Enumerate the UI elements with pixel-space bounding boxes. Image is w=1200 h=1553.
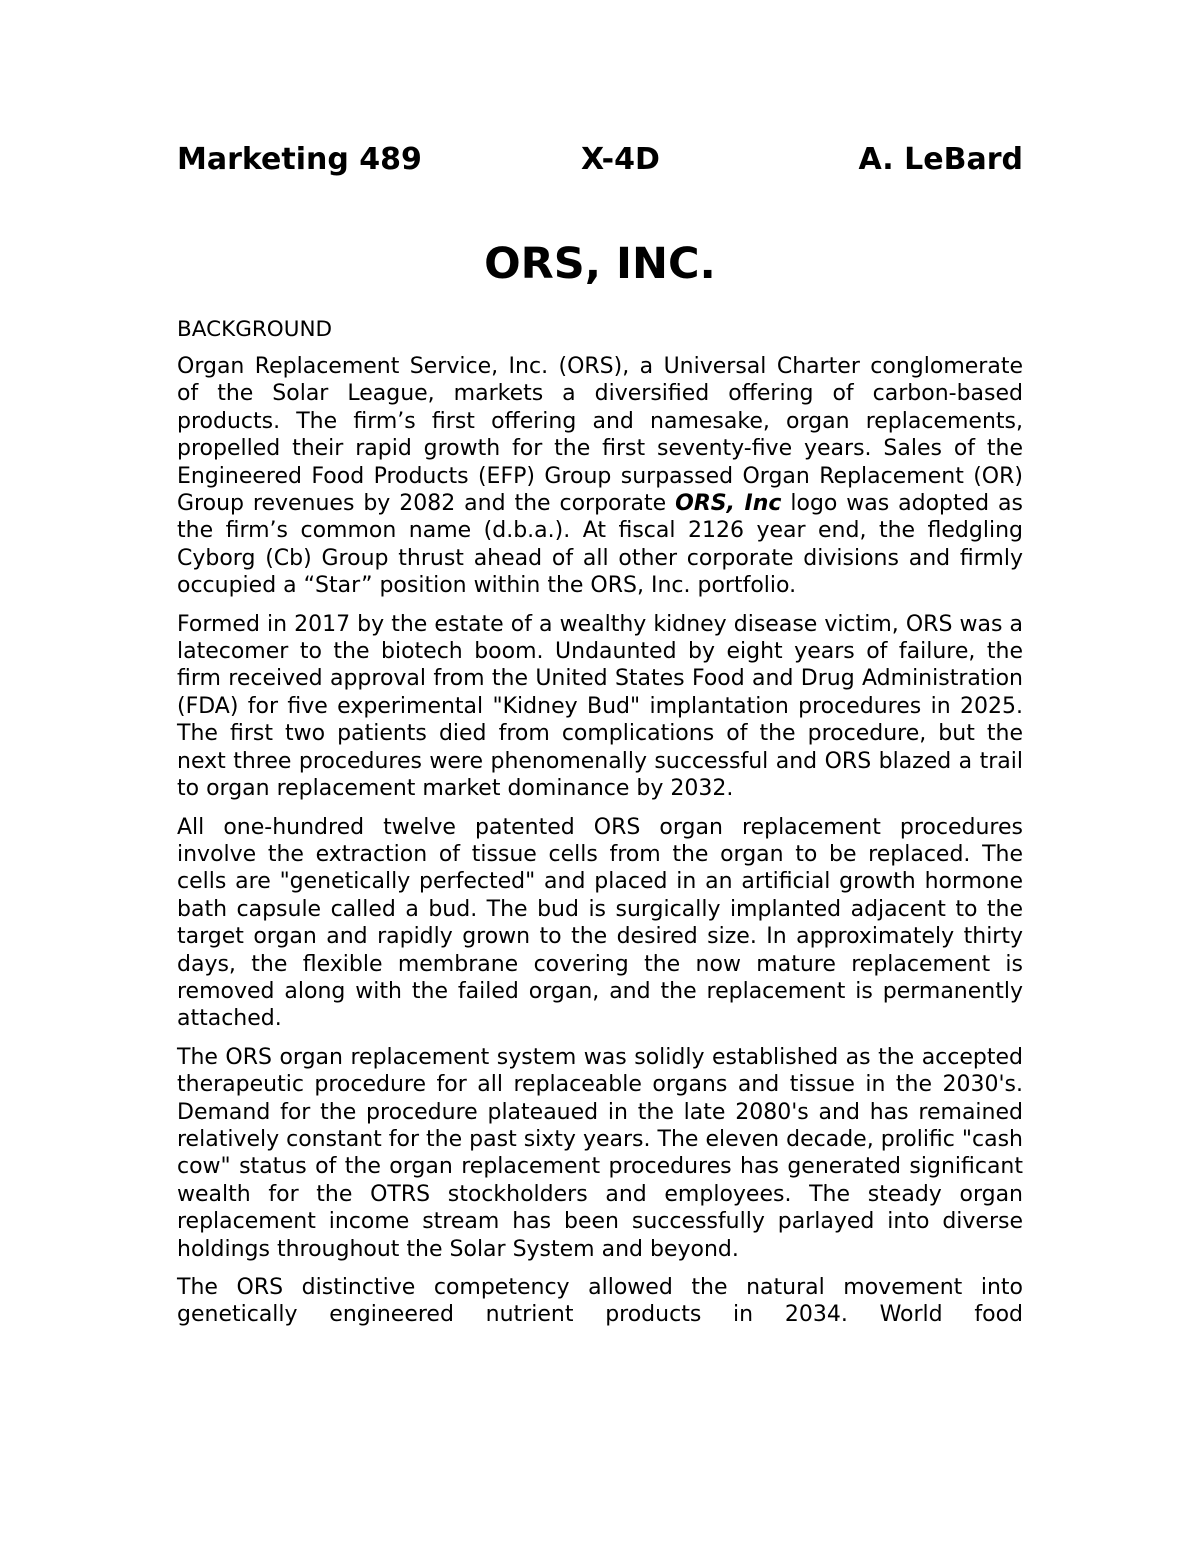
page-header [177,140,1023,180]
paragraph-3: All one-hundred twelve patented ORS organ replacement procedures involve the extraction of tissue cells from the organ to be replaced. The cells are "genetically perfected" and placed in an artificial growth hormone bath capsule called a bud. The bud is surgically implanted adjacent to the target organ and rapidly grown to the desired size. In approximately thirty days, the flexible membrane covering the now mature replacement is removed along with the failed organ, and the replacement is permanently attached. [177,814,1023,1032]
paragraph-1-text-start: Organ Replacement Service, Inc. (ORS), a Universal Charter conglomerate of the Solar League, markets a diversified offering of carbon-based products. The firm’s first offering and namesake, organ replacements, propelled their rapid growth for the first seventy-five years. Sales of the Engineered Food Products (EFP) Group surpassed Organ Replacement (OR) Group revenues by 2082 and the corporate [177,354,1023,517]
paragraph-1-text-end: logo was adopted as the firm’s common name (d.b.a.). At fiscal 2126 year end, the fledgling Cyborg (Cb) Group thrust ahead of all other corporate divisions and firmly occupied a “Star” position within the ORS, Inc. portfolio. [177,491,1023,599]
company-logo-text: ORS, Inc [675,491,782,517]
paragraph-1 [177,353,1023,600]
section-heading: BACKGROUND [177,317,333,342]
document-body [177,353,1023,1340]
paragraph-2: Formed in 2017 by the estate of a wealthy kidney disease victim, ORS was a latecomer to the biotech boom. Undaunted by eight years of failure, the firm received approval from the United States Food and Drug Administration (FDA) for five experimental "Kidney Bud" implantation procedures in 2025. The first two patients died from complications of the procedure, but the next three procedures were phenomenally successful and ORS blazed a trail to organ replacement market dominance by 2032. [177,611,1023,802]
section-code: X-4D [581,142,660,177]
author-name: A. LeBard [858,142,1023,177]
document-title: ORS, INC. [484,239,716,289]
document-page [177,0,1023,1553]
paragraph-5: The ORS distinctive competency allowed the natural movement into genetically engineered nutrient products in 2034. World food [177,1275,1023,1328]
course-name: Marketing 489 [177,142,422,177]
paragraph-4: The ORS organ replacement system was solidly established as the accepted therapeutic procedure for all replaceable organs and tissue in the 2030's. Demand for the procedure plateaued in the late 2080's and has remained relatively constant for the past sixty years. The eleven decade, prolific "cash cow" status of the organ replacement procedures has generated significant wealth for the OTRS stockholders and employees. The steady organ replacement income stream has been successfully parlayed into diverse holdings throughout the Solar System and beyond. [177,1044,1023,1262]
